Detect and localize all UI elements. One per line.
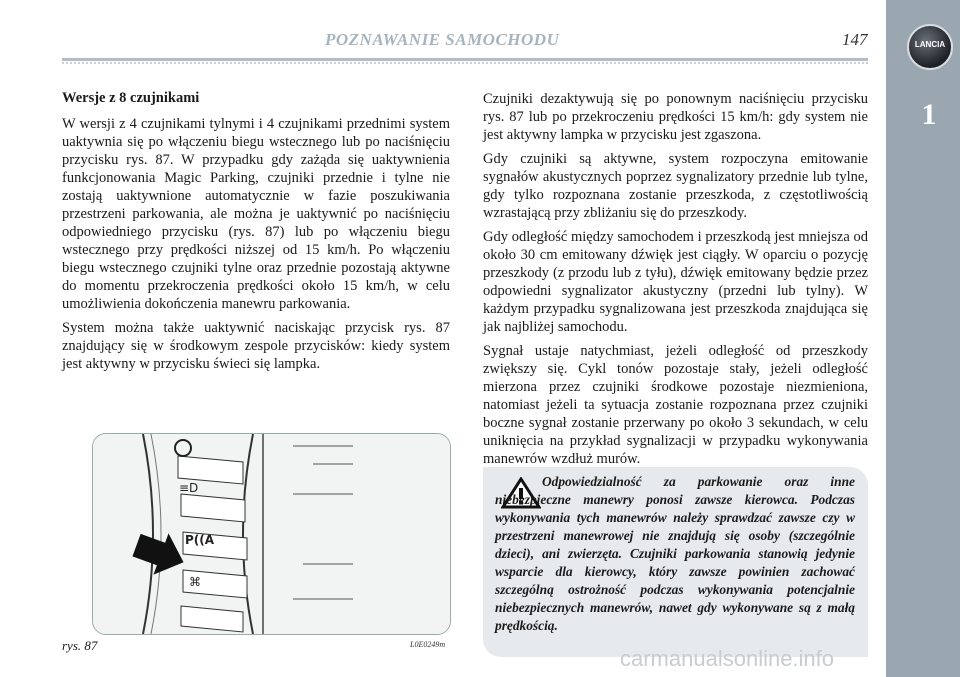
- warning-box: [483, 467, 868, 657]
- figure-caption: rys. 87: [62, 638, 98, 653]
- left-paragraph: W wersji z 4 czujnikami tylnymi i 4 czujnikami przednimi system uaktywnia się po włączeniu biegu wstecznego lub po naciśnięciu przycisku rys. 87. W przypadku gdy zażąda się uaktywnienia funkcjonowania Magic Parking, czujniki przednie i tylne nie zostają uaktywnione automatycznie w fazie poszukiwania przestrzeni parkowania, ale można je uaktywnić po naciśnięciu odpowiedniego przycisku (rys. 87) lub po włączeniu biegu wstecznego przy prędkości niższej od 15 km/h. Po włączeniu biegu wstecznego czujniki tylne oraz przednie pozostają aktywne do momentu przekroczenia prędkości około 15 km/h, w celu umożliwienia dokończenia manewru parkowania.: [62, 116, 450, 312]
- page-header-title: POZNAWANIE SAMOCHODU: [325, 30, 560, 49]
- left-column: [62, 90, 450, 379]
- header-dotted-rule: [62, 62, 868, 64]
- right-column: [483, 90, 868, 474]
- header-rule: [62, 58, 868, 61]
- right-paragraph: Sygnał ustaje natychmiast, jeżeli odległość od przeszkody zwiększy się. Cykl tonów pozostaje stały, jeżeli odległość mierzona przez czujniki środkowe pozostaje niezmieniona, natomiast jeżeli ta sytuacja zostanie rozpoznana przez czujniki boczne sygnał zostanie przerwany po około 3 sekundach, w celu uniknięcia na przykład sygnalizacji w przypadku wykonywania manewrów wzdłuż murów.: [483, 343, 868, 467]
- right-paragraph: Gdy odległość między samochodem i przeszkodą jest mniejsza od około 30 cm emitowany dźwięk jest ciągły. W oparciu o pozycję przeszkody (z przodu lub z tyłu), dźwięk emitowany będzie przez odpowiedni sygnalizator akustyczny (przedni lub tylny). W każdym przypadku sygnalizowana jest przeszkoda znajdująca się jak najbliżej samochodu.: [483, 229, 868, 335]
- chapter-number: 1: [921, 98, 937, 131]
- button-panel-illustration: [93, 434, 450, 634]
- watermark: carmanualsonline.info: [620, 646, 835, 671]
- figure-button-panel: [92, 433, 451, 635]
- svg-text:P((A: P((A: [185, 533, 215, 547]
- figure-code: L0E0249m: [410, 640, 446, 649]
- page-number: 147: [842, 30, 868, 49]
- svg-text:⌘: ⌘: [189, 575, 201, 589]
- right-paragraph: Czujniki dezaktywują się po ponownym naciśnięciu przycisku rys. 87 lub po przekroczeniu prędkości 15 km/h: gdy system nie jest aktywny lampka w przycisku jest zgaszona.: [483, 91, 868, 143]
- lancia-logo-icon: LANCIA: [907, 24, 953, 70]
- warning-text: Odpowiedzialność za parkowanie oraz inne niebezpieczne manewry ponosi zawsze kierowca. Podczas wykonywania tych manewrów należy sprawdzać zawsze czy w przestrzeni manewrowej nie znajdują się osoby (szczególnie dzieci), ani zwierzęta. Czujniki parkowania stanowią jedynie wsparcie dla kierowcy, który zawsze powinien zachować szczególną ostrożność podczas wykonywania potencjalnie niebezpiecznych manewrów, nawet gdy wykonywane są z małą prędkością.: [495, 474, 855, 633]
- right-paragraph: Gdy czujniki są aktywne, system rozpoczyna emitowanie sygnałów akustycznych poprzez sygnalizatory przednie lub tylne, gdy tylko rozpoznana zostanie przeszkoda, z częstotliwością wzrastającą przy zbliżaniu się do przeszkody.: [483, 151, 868, 221]
- left-paragraph: System można także uaktywnić naciskając przycisk rys. 87 znajdujący się w środkowym zespole przycisków: kiedy system jest aktywny w przycisku świeci się lampka.: [62, 320, 450, 372]
- section-heading: Wersje z 8 czujnikami: [62, 90, 200, 106]
- svg-text:≡D: ≡D: [179, 481, 199, 495]
